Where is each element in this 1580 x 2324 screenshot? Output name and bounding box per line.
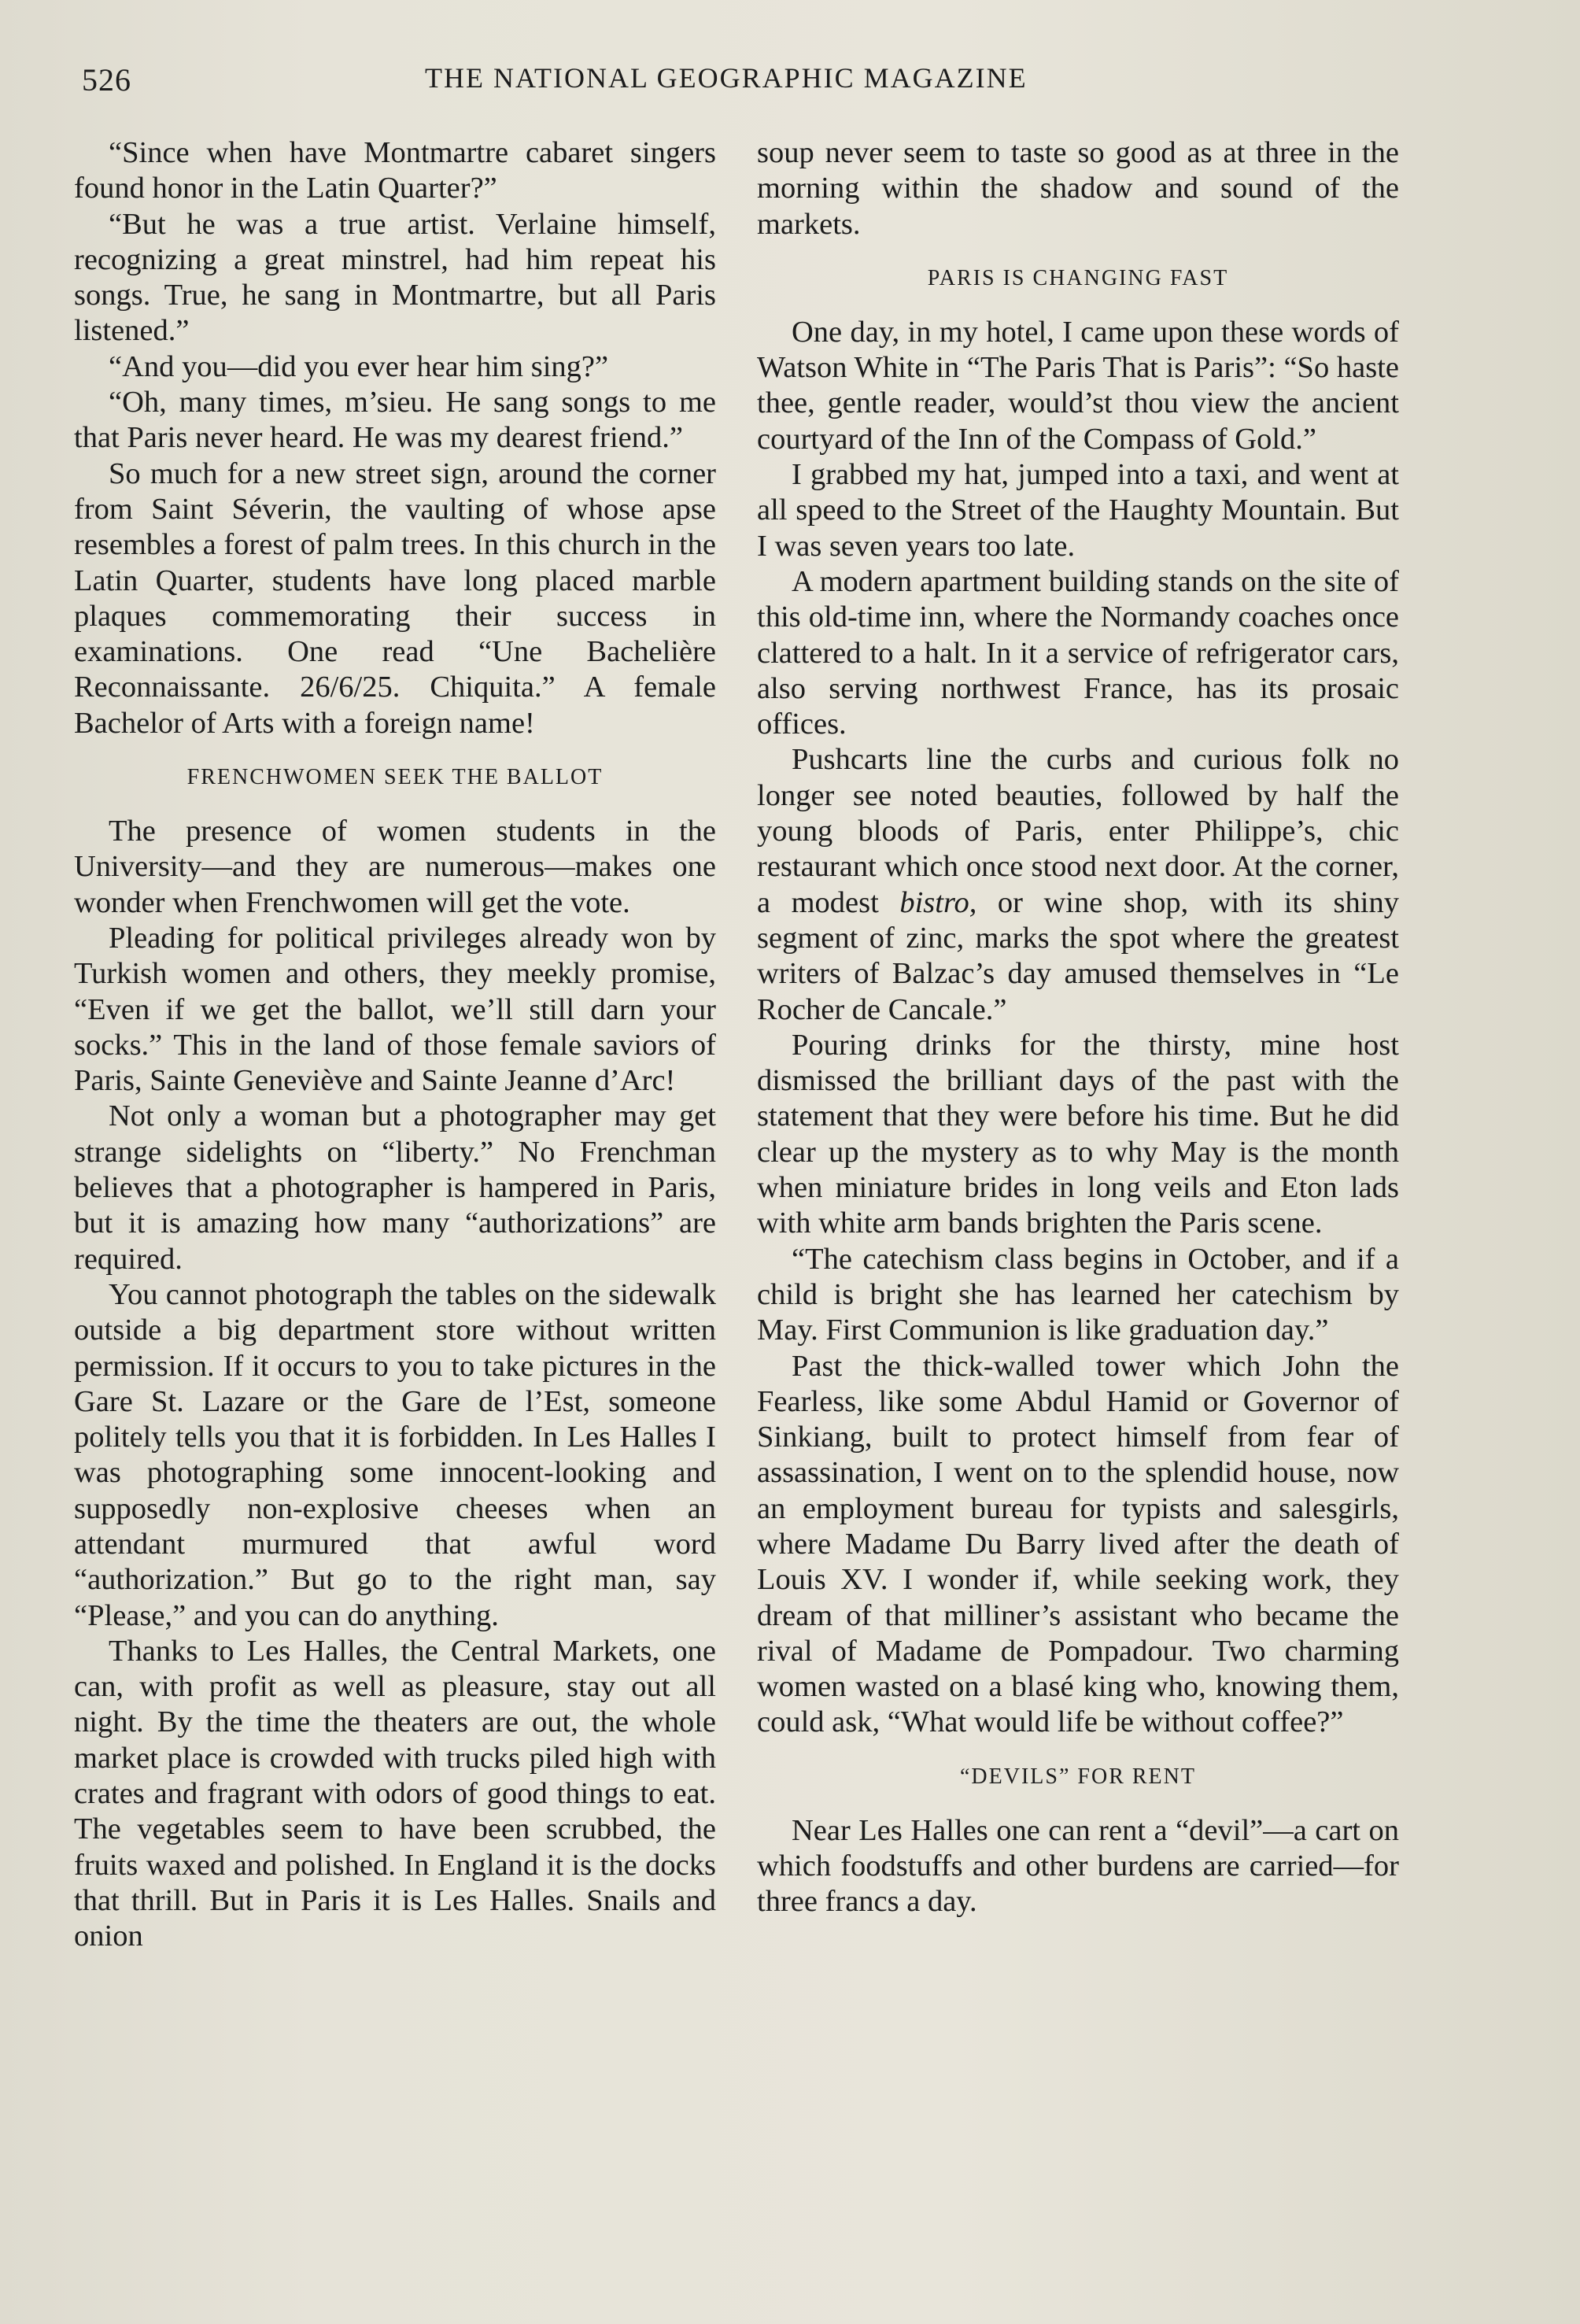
paragraph: Near Les Halles one can rent a “devil”—a cart on which foodstuffs and other burdens are carried—for three francs a day. <box>757 1813 1399 1919</box>
paragraph: “But he was a true artist. Verlaine himself, recognizing a great minstrel, had him repeat his songs. True, he sang in Montmartre, but all Paris listened.” <box>74 207 716 348</box>
paragraph: Pleading for political privileges already won by Turkish women and others, they meekly promise, “Even if we get the ballot, we’ll still darn your socks.” This in the land of those female saviors of Paris, Sainte Geneviève and Sainte Jeanne d’Arc! <box>74 921 716 1098</box>
section-heading: “DEVILS” FOR RENT <box>960 1764 1196 1789</box>
paragraph-continued: soup never seem to taste so good as at three in the morning within the shadow and sound of the markets. <box>757 136 1399 241</box>
section-heading: FRENCHWOMEN SEEK THE BALLOT <box>186 765 604 790</box>
paragraph: “Since when have Montmartre cabaret singers found honor in the Latin Quarter?” <box>74 136 716 205</box>
paragraph: Not only a woman but a photographer may get strange sidelights on “liberty.” No Frenchman believes that a photographer is hampered in Paris, but it is amazing how many “authorizations” are required. <box>74 1099 716 1276</box>
right-column <box>757 135 1399 1920</box>
paragraph: Past the thick-walled tower which John the Fearless, like some Abdul Hamid or Governor of Sinkiang, built to protect himself from fear of assassination, I went on to the splendid house, now an employment bureau for typists and salesgirls, where Madame Du Barry lived after the death of Louis XV. I wonder if, while seeking work, they dream of that milliner’s assistant who became the rival of Madame de Pompadour. Two charming women wasted on a blasé king who, knowing them, could ask, “What would life be without coffee?” <box>757 1349 1399 1739</box>
page-number: 526 <box>82 62 131 98</box>
paragraph: The presence of women students in the University—and they are numerous—makes one wonder when Frenchwomen will get the vote. <box>74 815 716 919</box>
paragraph <box>757 742 1399 1027</box>
paragraph-text: Pushcarts line the curbs and curious folk no longer see noted beauties, followed by half the young bloods of Paris, enter Philippe’s, chic restaurant which once stood next door. At the corner, a modest <box>757 743 1399 919</box>
left-column <box>74 135 716 1955</box>
page-header <box>82 61 1062 109</box>
paragraph-text: or wine shop, with its shiny segment of zinc, marks the spot where the greatest writers of Balzac’s day amused themselves in “Le Rocher de Cancale.” <box>757 885 1399 1026</box>
paragraph: One day, in my hotel, I came upon these words of Watson White in “The Paris That is Paris”: “So haste thee, gentle reader, would’st thou view the ancient courtyard of the Inn of the Compass of Gold.” <box>757 315 1399 456</box>
running-head: THE NATIONAL GEOGRAPHIC MAGAZINE <box>425 62 1028 94</box>
paragraph: You cannot photograph the tables on the sidewalk outside a big department store without written permission. If it occurs to you to take pictures in the Gare St. Lazare or the Gare de l’Est, someone politely tells you that it is forbidden. In Les Halles I was photographing some innocent-looking and supposedly non-explosive cheeses when an attendant murmured that awful word “authorization.” But go to the right man, say “Please,” and you can do anything. <box>74 1277 716 1632</box>
paragraph: A modern apartment building stands on the site of this old-time inn, where the Normandy coaches once clattered to a halt. In it a service of refrigerator cars, also serving northwest France, has its prosaic offices. <box>757 564 1399 741</box>
paragraph: Thanks to Les Halles, the Central Markets, one can, with profit as well as pleasure, stay out all night. By the time the theaters are out, the whole market place is crowded with trucks piled high with crates and fragrant with odors of good things to eat. The vegetables seem to have been scrubbed, the fruits waxed and polished. In England it is the docks that thrill. But in Paris it is Les Halles. Snails and onion <box>74 1634 716 1953</box>
italic-term: bistro, <box>899 885 977 919</box>
paragraph: “Oh, many times, m’sieu. He sang songs to me that Paris never heard. He was my dearest friend.” <box>74 386 716 455</box>
section-heading: PARIS IS CHANGING FAST <box>927 265 1229 290</box>
paragraph: I grabbed my hat, jumped into a taxi, and went at all speed to the Street of the Haughty Mountain. But I was seven years too late. <box>757 458 1399 563</box>
paragraph: “The catechism class begins in October, and if a child is bright she has learned her catechism by May. First Communion is like graduation day.” <box>757 1242 1399 1347</box>
paragraph: So much for a new street sign, around the corner from Saint Séverin, the vaulting of whose apse resembles a forest of palm trees. In this church in the Latin Quarter, students have long placed marble plaques commemorating their success in examinations. One read “Une Bachelière Reconnaissante. 26/6/25. Chiquita.” A female Bachelor of Arts with a foreign name! <box>74 456 716 740</box>
paragraph: “And you—did you ever hear him sing?” <box>109 349 609 383</box>
paragraph: Pouring drinks for the thirsty, mine host dismissed the brilliant days of the past with the statement that they were before his time. But he did clear up the mystery as to why May is the month when miniature brides in long veils and Eton lads with white arm bands brighten the Paris scene. <box>757 1028 1399 1240</box>
